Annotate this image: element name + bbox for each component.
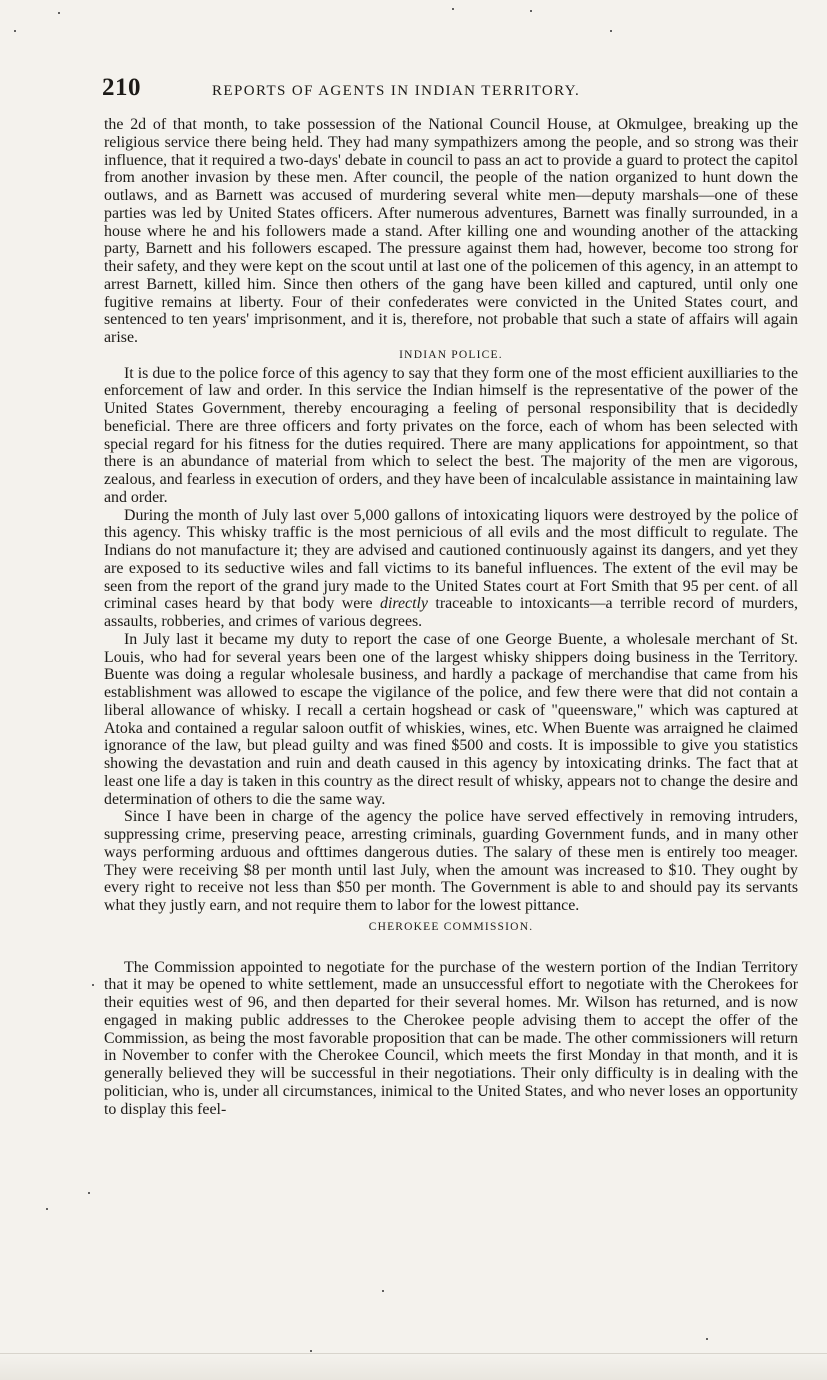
paragraph: The Commission appointed to negotiate for the purchase of the western portion of the Indian Territory that it may be opened to white settlement, made an unsuccessful effort to negotiate with the Cherokees for their equities west of 96, and then departed for their several homes. Mr. Wilson has returned, and is now engaged in making public addresses to the Cherokee people advising them to accept the offer of the Commission, as being the most favorable proposition that can be made. The other commissioners will return in November to confer with the Cherokee Council, which meets the first Monday in that month, and it is generally believed they will be successful in their negotiations. Their only difficulty is in dealing with the politician, who is, under all circumstances, inimical to the United States, and who never loses an opportunity to display this feel- bbox=[104, 958, 798, 1118]
body-text bbox=[104, 116, 798, 1118]
italic-text: directly bbox=[380, 595, 428, 613]
paragraph-text: traceable to intoxicants—a terrible record of murders, assaults, robberies, and crimes of various degrees. bbox=[104, 595, 798, 630]
running-head: REPORTS OF AGENTS IN INDIAN TERRITORY. bbox=[212, 83, 581, 99]
paragraph-text: During the month of July last over 5,000 gallons of intoxicating liquors were destroyed by the police of this agency. This whisky traffic is the most pernicious of all evils and the most difficult to regulate. The Indians do not manufacture it; they are advised and cautioned continuously against its dangers, and yet they are exposed to its seductive wiles and fall victims to its baneful influences. The extent of the evil may be seen from the report of the grand jury made to the United States court at Fort Smith that 95 per cent. of all criminal cases heard by that body were bbox=[104, 506, 798, 613]
paragraph: Since I have been in charge of the agency the police have served effectively in removing intruders, suppressing crime, preserving peace, arresting criminals, guarding Government funds, and in many other ways performing arduous and ofttimes dangerous duties. The salary of these men is entirely too meager. They were receiving $8 per month until last July, when the amount was increased to $10. They ought by every right to receive not less than $50 per month. The Government is able to and should pay its servants what they justly earn, and not require them to labor for the lowest pittance. bbox=[104, 808, 798, 914]
print-speck bbox=[382, 1290, 384, 1292]
page-bottom-edge bbox=[0, 1353, 827, 1380]
print-speck bbox=[452, 8, 454, 10]
print-speck bbox=[46, 1208, 48, 1210]
page-number: 210 bbox=[102, 74, 141, 101]
section-heading-cherokee-commission: CHEROKEE COMMISSION. bbox=[368, 920, 534, 933]
print-speck bbox=[58, 12, 60, 14]
paragraph: It is due to the police force of this agency to say that they form one of the most efficient auxilliaries to the enforcement of law and order. In this service the Indian himself is the representative of the power of the United States Government, thereby encouraging a feeling of personal responsibility that is decidedly beneficial. There are three officers and forty privates on the force, each of whom has been selected with special regard for his fitness for the duties required. There are many applications for appointment, so that there is an abundance of material from which to select the best. The majority of the men are vigorous, zealous, and fearless in execution of orders, and they have been of incalculable assistance in maintaining law and order. bbox=[104, 364, 798, 506]
print-speck bbox=[706, 1338, 708, 1340]
print-speck bbox=[310, 1350, 312, 1352]
print-speck bbox=[92, 984, 94, 986]
print-speck bbox=[88, 1192, 90, 1194]
print-speck bbox=[14, 30, 16, 32]
print-speck bbox=[530, 10, 532, 12]
print-speck bbox=[610, 30, 612, 32]
paragraph: In July last it became my duty to report the case of one George Buente, a wholesale merchant of St. Louis, who had for several years been one of the largest whisky shippers doing business in the Territory. Buente was doing a regular wholesale business, and hardly a package of merchandise that came from his establishment was allowed to escape the vigilance of the police, and few there were that did not contain a liberal allowance of whisky. I recall a certain hogshead or cask of "queensware," which was captured at Atoka and contained a regular saloon outfit of whiskies, wines, etc. When Buente was arraigned he claimed ignorance of the law, but plead guilty and was fined $500 and costs. It is impossible to give you statistics showing the devastation and ruin and death caused in this agency by intoxicating drinks. The fact that at least one life a day is taken in this country as the direct result of whisky, appears not to change the desire and determination of others to die the same way. bbox=[104, 630, 798, 808]
page-header bbox=[102, 74, 702, 104]
paragraph: the 2d of that month, to take possession of the National Council House, at Okmulgee, breaking up the religious service there being held. They had many sympathizers among the people, and so strong was their influence, that it required a two-days' debate in council to pass an act to provide a guard to protect the capitol from another invasion by these men. After council, the people of the nation organized to hunt down the outlaws, and as Barnett was accused of murdering several white men—deputy marshals—one of these parties was led by United States officers. After numerous adventures, Barnett was finally surrounded, in a house where he and his followers made a stand. After killing one and wounding another of the attacking party, Barnett and his followers escaped. The pressure against them had, however, become too strong for their safety, and they were kept on the scout until at last one of the policemen of this agency, in an attempt to arrest Barnett, killed him. Since then others of the gang have been killed and captured, until only one fugitive remains at liberty. Four of their confederates were convicted in the United States court, and sentenced to ten years' imprisonment, and it is, therefore, not probable that such a state of affairs will again arise. bbox=[104, 116, 798, 346]
paragraph bbox=[104, 507, 798, 631]
section-heading-indian-police: INDIAN POLICE. bbox=[399, 348, 503, 361]
